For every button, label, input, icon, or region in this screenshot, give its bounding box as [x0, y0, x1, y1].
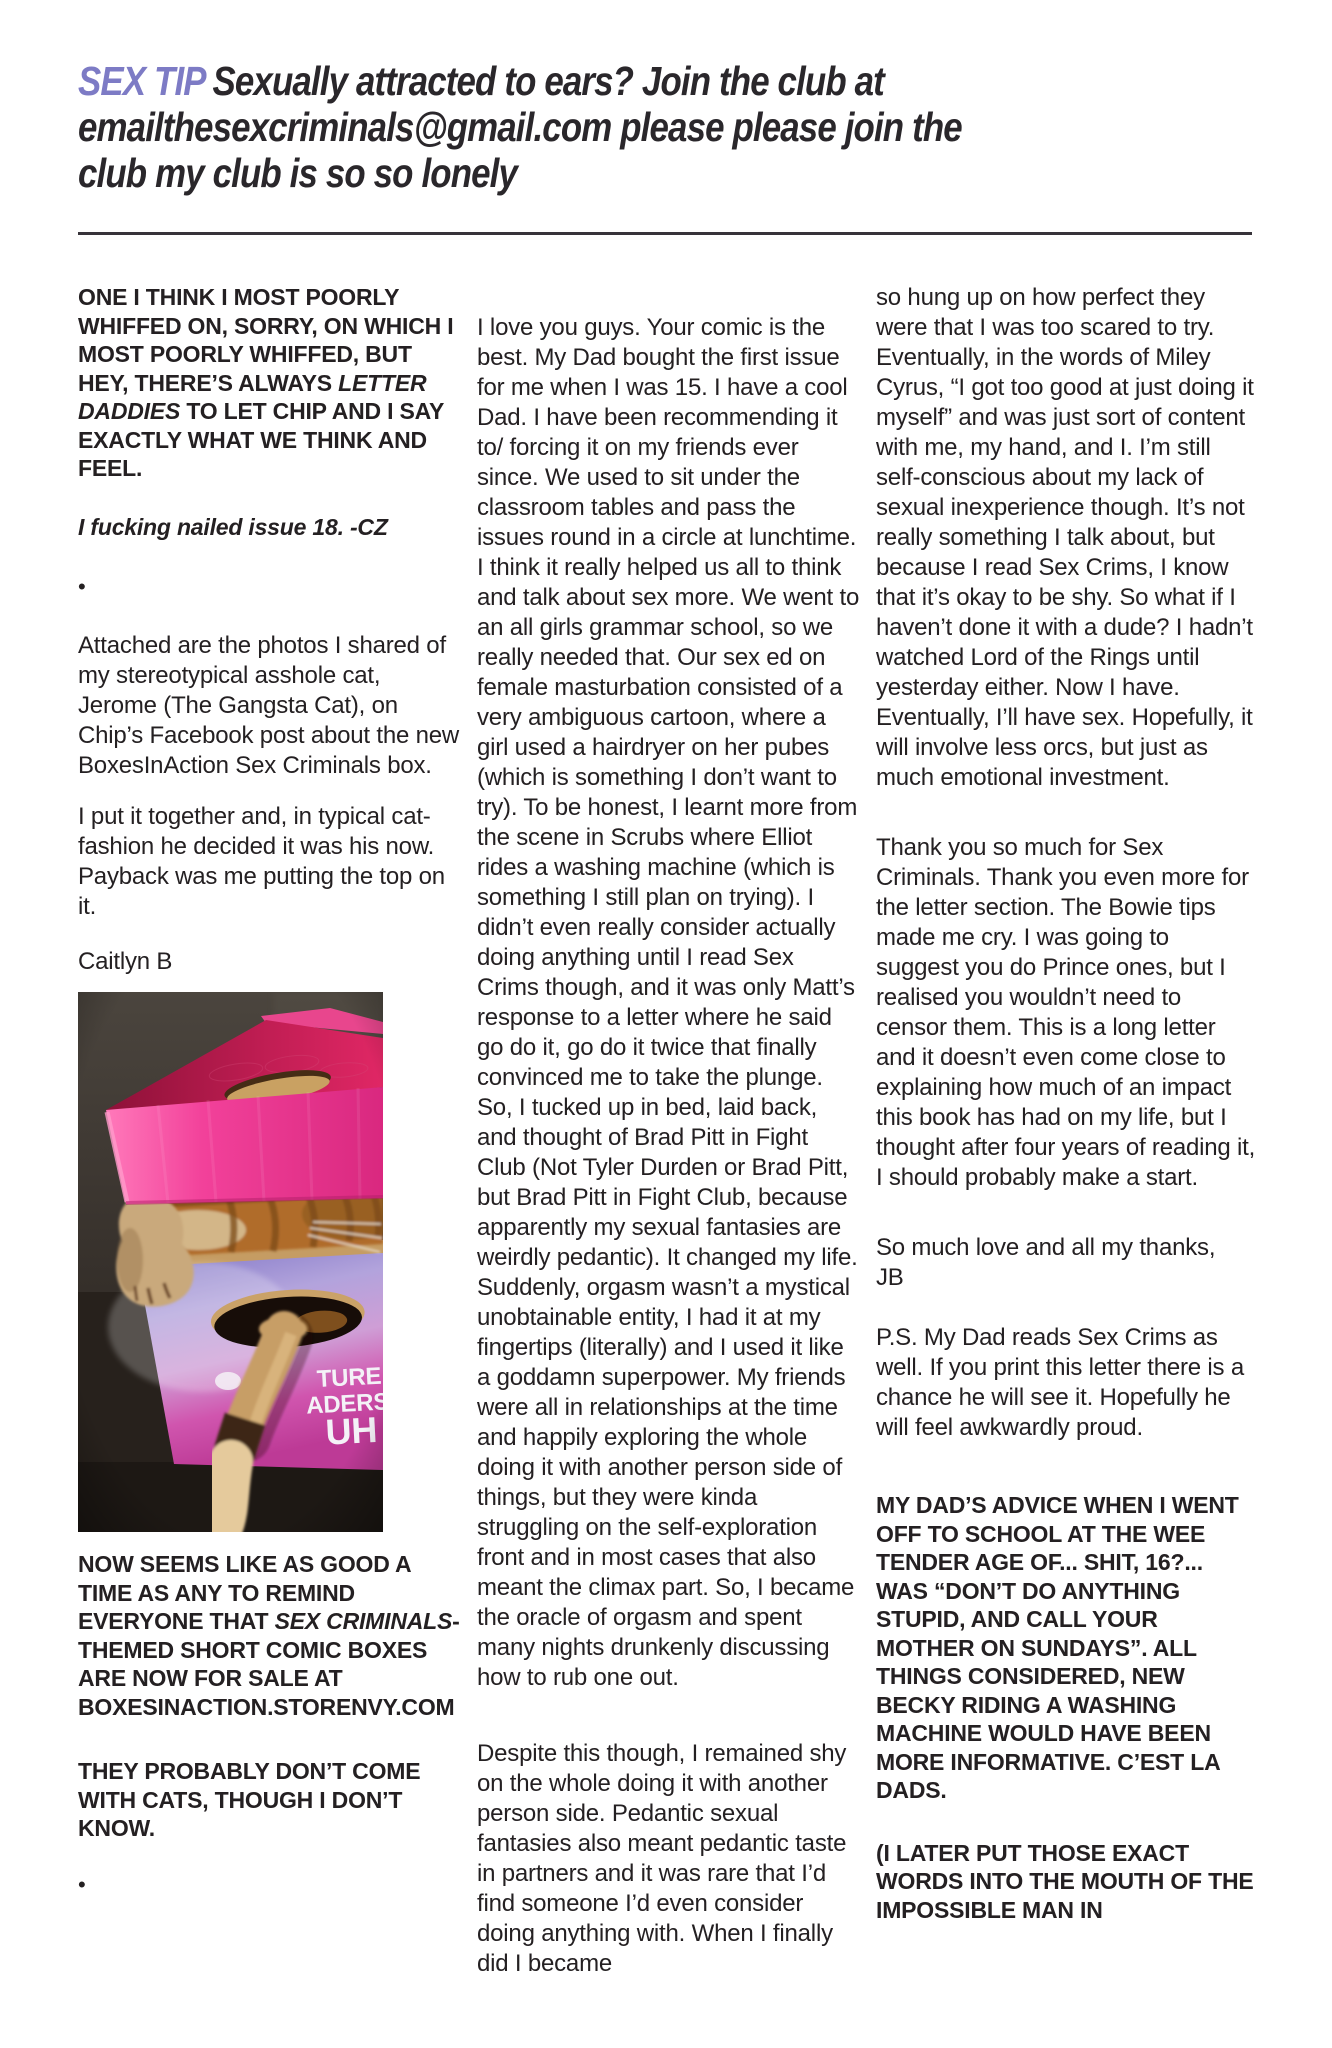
header-text-line2: emailthesexcriminals@gmail.com please please join the: [78, 104, 962, 150]
header-text-line3: club my club is so so lonely: [78, 150, 518, 196]
section-bullet: •: [78, 1871, 86, 1897]
letter-signoff: [876, 1233, 1256, 1293]
editor-response: (I LATER PUT THOSE EXACT WORDS INTO THE MOUTH OF THE IMPOSSIBLE MAN IN: [876, 1839, 1254, 1923]
column-middle: [477, 313, 861, 1979]
letter-paragraph: Attached are the photos I shared of my stereotypical asshole cat, Jerome (The Gangsta Cat), on Chip’s Facebook post about the new BoxesInAction Sex Criminals box.: [78, 632, 460, 779]
editor-response: [78, 1550, 460, 1721]
page-header: [78, 58, 962, 196]
letter-paragraph: Despite this though, I remained shy on the whole doing it with another person side. Pedantic sexual fantasies also meant pedantic taste in partners and it was rare that I’d find someone I’d even consider doing anything with. When I finally did I became: [477, 1740, 847, 1977]
sex-tip-label: SEX TIP: [78, 58, 206, 104]
editor-response: [78, 283, 460, 483]
header-line-1: [78, 58, 962, 104]
editor-response: THEY PROBABLY DON’T COME WITH CATS, THOUGH I DON’T KNOW.: [78, 1758, 421, 1841]
header-text-line1: Sexually attracted to ears? Join the club at: [212, 58, 884, 104]
section-bullet: •: [78, 574, 86, 599]
column-left: [78, 283, 460, 1899]
editor-response-text: -THEMED SHORT COMIC BOXES ARE NOW FOR SALE AT BOXESINACTION.STORENVY.COM: [78, 1608, 460, 1720]
letter-paragraph: so hung up on how perfect they were that I was too scared to try. Eventually, in the words of Miley Cyrus, “I got too good at just doing it myself” and was just sort of content with me, my hand, and I. I’m still self-conscious about my lack of sexual inexperience though. It’s not really something I talk about, but because I read Sex Crims, I know that it’s okay to be shy. So what if I haven’t done it with a dude? I hadn’t watched Lord of the Rings until yesterday either. Now I have. Eventually, I’ll have sex. Hopefully, it will involve less orcs, but just as much emotional investment.: [876, 284, 1254, 791]
divider: [78, 232, 1252, 235]
signoff-text: So much love and all my thanks,: [876, 1234, 1216, 1261]
letter-signature: JB: [876, 1264, 904, 1291]
letter-postscript: P.S. My Dad reads Sex Crims as well. If you print this letter there is a chance he will see it. Hopefully he will feel awkwardly proud.: [876, 1324, 1244, 1441]
editor-response: MY DAD’S ADVICE WHEN I WENT OFF TO SCHOOL AT THE WEE TENDER AGE OF... SHIT, 16?... WAS “DON’T DO ANYTHING STUPID, AND CALL YOUR MOTHER ON SUNDAYS”. ALL THINGS CONSIDERED, NEW BECKY RIDING A WASHING MACHINE WOULD HAVE BEEN MORE INFORMATIVE. C’EST LA DADS.: [876, 1492, 1239, 1803]
editor-response-text: TO LET CHIP AND I SAY EXACTLY WHAT WE THINK AND FEEL.: [78, 398, 444, 481]
cat-in-box-photo: [78, 992, 383, 1532]
editor-response-text: ONE I THINK I MOST POORLY WHIFFED ON, SORRY, ON WHICH I MOST POORLY WHIFFED, BUT HEY, THERE’S ALWAYS: [78, 284, 454, 396]
letter-paragraph: I love you guys. Your comic is the best. My Dad bought the first issue for me when I was 15. I have a cool Dad. I have been recommending it to/ forcing it on my friends ever since. We used to sit under the classroom tables and pass the issues round in a circle at lunchtime. I think it really helped us all to think and talk about sex more. We went to an all girls grammar school, so we really needed that. Our sex ed on female masturbation consisted of a very ambiguous cartoon, where a girl used a hairdryer on her pubes (which is something I don’t want to try). To be honest, I learnt more from the scene in Scrubs where Elliot rides a washing machine (which is something I still plan on trying). I didn’t even really consider actually doing anything until I read Sex Crims though, and it was only Matt’s response to a letter where he said go do it, go do it twice that finally convinced me to take the plunge. So, I tucked up in bed, laid back, and thought of Brad Pitt in Fight Club (Not Tyler Durden or Brad Pitt, but Brad Pitt in Fight Club, because apparently my sexual fantasies are weirdly pedantic). It changed my life. Suddenly, orgasm wasn’t a mystical unobtainable entity, I had it at my fingertips (literally) and I used it like a goddamn superpower. My friends were all in relationships at the time and happily exploring the whole doing it with another person side of things, but they were kinda struggling on the self-exploration front and in most cases that also meant the climax part. So, I became the oracle of orgasm and spent many nights drunkenly discussing how to rub one out.: [477, 314, 860, 1691]
editor-note: I fucking nailed issue 18. -CZ: [78, 513, 388, 540]
letter-signature: Caitlyn B: [78, 948, 173, 975]
letter-paragraph: I put it together and, in typical cat-fashion he decided it was his now. Payback was me putting the top on it.: [78, 803, 445, 920]
editor-response-text: NOW SEEMS LIKE AS GOOD A TIME AS ANY TO REMIND EVERYONE THAT: [78, 1551, 411, 1634]
column-right: [876, 283, 1256, 1924]
letter-paragraph: Thank you so much for Sex Criminals. Thank you even more for the letter section. The Bowie tips made me cry. I was going to suggest you do Prince ones, but I realised you wouldn’t need to censor them. This is a long letter and it doesn’t even come close to explaining how much of an impact this book has had on my life, but I thought after four years of reading it, I should probably make a start.: [876, 834, 1256, 1191]
italic-title: SEX CRIMINALS: [274, 1608, 453, 1634]
italic-title: LETTER DADDIES: [78, 369, 427, 424]
